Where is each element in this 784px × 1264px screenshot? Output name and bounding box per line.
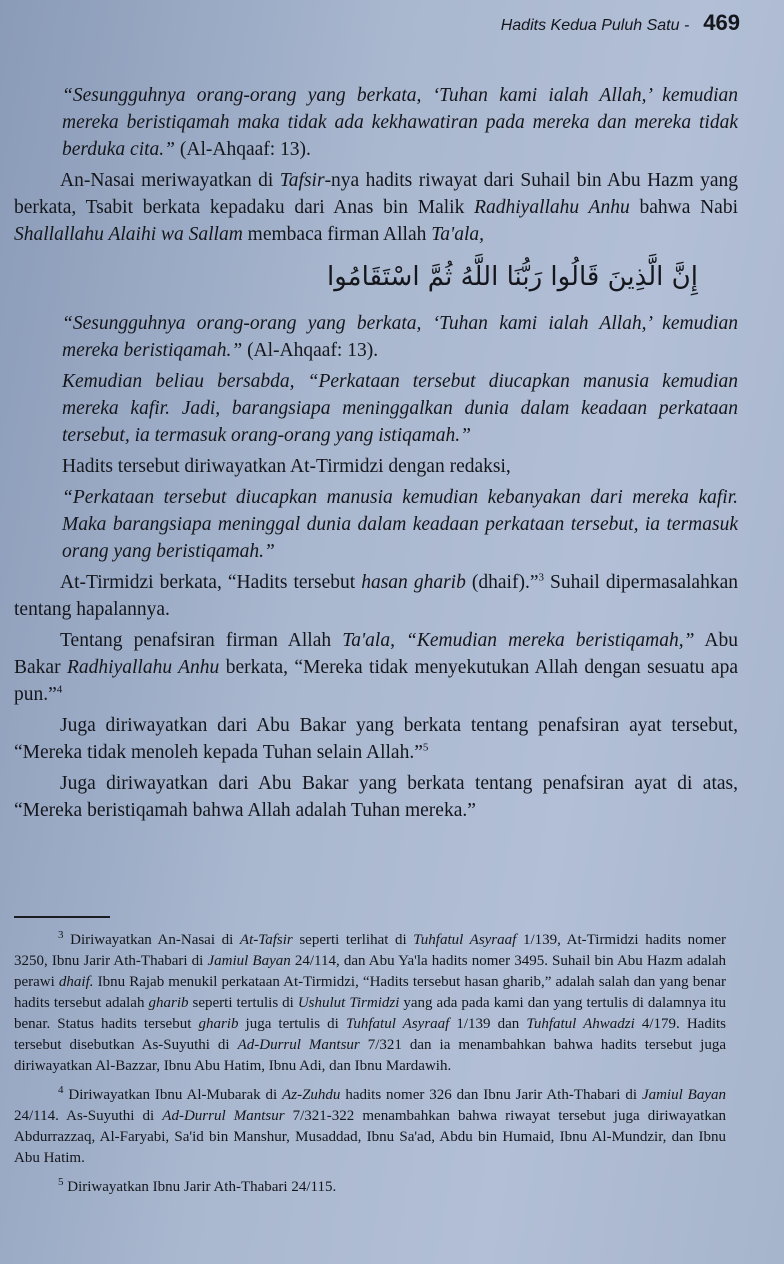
quote-reference: (Al-Ahqaaf: 13). (175, 139, 311, 160)
text-run: seperti tertulis di (188, 995, 298, 1011)
quote-reference: (Al-Ahqaaf: 13). (242, 340, 379, 361)
text-run: dhaif. (58, 974, 94, 990)
quote-tirmidzi: “Perkataan tersebut diucapkan manusia kemudian kebanyakan dari mereka kafir. Maka barangsiapa meninggal dunia dalam keadaan perkataan tersebut, ia termasuk orang yang beristiqamah.” (62, 487, 738, 562)
text-run: Juga diriwayatkan dari Abu Bakar yang berkata tentang penafsiran ayat tersebut, “Mereka tidak menoleh kepada Tuhan selain Allah.” (14, 715, 738, 763)
text-run: At-Tirmidzi berkata, “Hadits tersebut (60, 572, 362, 593)
text-run: Ushulut Tirmidzi (297, 995, 400, 1011)
text-run: Suhail dipermasalahkan tentang hapalannya. (14, 572, 738, 620)
paragraph-abu-bakar-2 (14, 712, 738, 766)
text-run: Ad-Durrul Mantsur (162, 1108, 285, 1124)
page-header (501, 10, 740, 36)
text-run: Ta'ala, (431, 224, 485, 245)
running-title: Hadits Kedua Puluh Satu - (500, 17, 690, 34)
text-run: Ta'ala, “Kemudian mereka beristiqamah,” (342, 630, 695, 651)
text-run: Tentang penafsiran firman Allah (60, 630, 343, 651)
text-run: Ibnu Rajab menukil perkataan At-Tirmidzi, “Hadits tersebut hasan gharib,” adalah salah dan yang benar hadits tersebut adalah (14, 974, 726, 1011)
text-run: 24/114, dan Abu Ya'la hadits nomer 3495. Suhail bin Abu Hazm adalah perawi (14, 953, 726, 990)
footnote-body (14, 1085, 726, 1169)
text-run: Ad-Durrul Mantsur (237, 1037, 360, 1053)
text-run: seperti terlihat di (292, 932, 414, 948)
footnotes (14, 930, 726, 1206)
paragraph-hasan-gharib (14, 569, 738, 623)
text-run: gharib (148, 995, 189, 1011)
footnote-ref-3[interactable]: 3 (538, 571, 544, 584)
text-run: 7/321-322 menambahkan bahwa riwayat tersebut juga diriwayatkan Abdurrazzaq, Al-Faryabi, Sa'id bin Manshur, Musaddad, Ibnu Sa'ad, Abdu bin Humaid, Ibnu Al-Mundzir, dan Ibnu Abu Hatim. (14, 1108, 727, 1166)
text-run: hasan gharib (361, 572, 466, 593)
quote-text: “Sesungguhnya orang-orang yang berkata, ‘Tuhan kami ialah Allah,’ kemudian mereka beristiqamah.” (62, 313, 738, 361)
footnote-number: 4 (58, 1084, 64, 1096)
text-run: Abu Bakar (14, 630, 738, 678)
paragraph-sabda: Kemudian beliau bersabda, “Perkataan tersebut diucapkan manusia kemudian mereka kafir. Jadi, barangsiapa meninggalkan dunia dalam keadaan perkataan tersebut, ia termasuk orang-orang yang istiqamah.” (62, 371, 738, 446)
text-run: Tuhfatul Ahwadzi (526, 1016, 635, 1032)
text-run: 24/114. As-Suyuthi di (14, 1108, 163, 1124)
main-text (14, 82, 738, 828)
footnote-5 (14, 1177, 726, 1198)
footnote-body (14, 1177, 726, 1198)
text-run: Radhiyallahu Anhu (67, 657, 220, 678)
text-run: At-Tafsir (239, 932, 293, 948)
paragraph-nasai (14, 167, 738, 248)
footnote-3 (14, 930, 726, 1077)
paragraph-abu-bakar-1 (14, 627, 738, 708)
text-run: yang ada pada kami dan yang tertulis di dalamnya itu benar. Status hadits tersebut (14, 995, 727, 1032)
text-run: gharib (198, 1016, 239, 1032)
footnote-divider (14, 916, 110, 918)
text-run: Diriwayatkan Ibnu Al-Mubarak di (63, 1087, 283, 1103)
text-run: (dhaif).” (465, 572, 539, 593)
text-run: bahwa Nabi (629, 197, 738, 218)
arabic-verse: إِنَّ الَّذِينَ قَالُوا رَبُّنَا اللَّهُ ثُمَّ اسْتَقَامُوا (327, 262, 698, 292)
text-run: berkata, “Mereka tidak menyekutukan Allah dengan sesuatu apa pun.” (14, 657, 738, 705)
page-number: 469 (703, 10, 740, 35)
footnote-number: 5 (58, 1176, 64, 1188)
footnote-4 (14, 1085, 726, 1169)
footnote-ref-5[interactable]: 5 (422, 741, 429, 754)
text-run: Radhiyallahu Anhu (474, 197, 630, 218)
text-run: 4/179. Hadits tersebut disebutkan As-Suyuthi di (14, 1016, 727, 1053)
text-run: hadits nomer 326 dan Ibnu Jarir Ath-Thabari di (340, 1087, 642, 1103)
footnote-body (14, 930, 726, 1077)
quote-text: “Sesungguhnya orang-orang yang berkata, ‘Tuhan kami ialah Allah,’ kemudian mereka beristiqamah maka tidak ada kekhawatiran pada mereka dan mereka tidak berduka cita.” (62, 85, 738, 160)
text-run: 7/321 dan ia menambahkan bahwa hadits tersebut juga diriwayatkan Al-Bazzar, Ibnu Abu Hatim, Ibnu Adi, dan Ibnu Mardawih. (14, 1037, 727, 1074)
footnote-ref-4[interactable]: 4 (56, 683, 63, 696)
text-run: juga tertulis di (238, 1016, 346, 1032)
text-run: Shallallahu Alaihi wa Sallam (14, 224, 243, 245)
quote-translation-1 (14, 82, 738, 163)
text-run: Tuhfatul Asyraaf (413, 932, 517, 948)
paragraph-tirmidzi-redaksi: Hadits tersebut diriwayatkan At-Tirmidzi dengan redaksi, (62, 456, 511, 477)
footnote-number: 3 (58, 929, 64, 941)
text-run: Tuhfatul Asyraaf (345, 1016, 450, 1032)
text-run: -nya hadits riwayat dari Suhail bin Abu Hazm yang berkata, Tsabit berkata kepadaku dari Anas bin Malik (14, 170, 738, 218)
text-run: Diriwayatkan An-Nasai di (63, 932, 240, 948)
text-run: 1/139 dan (449, 1016, 527, 1032)
paragraph-abu-bakar-3: Juga diriwayatkan dari Abu Bakar yang berkata tentang penafsiran ayat di atas, “Mereka beristiqamah bahwa Allah adalah Tuhan mereka.” (14, 773, 738, 821)
text-run: An-Nasai meriwayatkan di (60, 170, 280, 191)
text-run: Jamiul Bayan (641, 1087, 726, 1103)
text-run: Jamiul Bayan (207, 953, 291, 969)
text-run: 1/139, At-Tirmidzi hadits nomer 3250, Ibnu Jarir Ath-Thabari di (14, 932, 726, 969)
quote-translation-2 (14, 310, 738, 364)
text-run: membaca firman Allah (242, 224, 432, 245)
text-run: Diriwayatkan Ibnu Jarir Ath-Thabari 24/115. (63, 1179, 337, 1195)
text-run: Tafsir (279, 170, 325, 191)
text-run: Az-Zuhdu (282, 1087, 341, 1103)
